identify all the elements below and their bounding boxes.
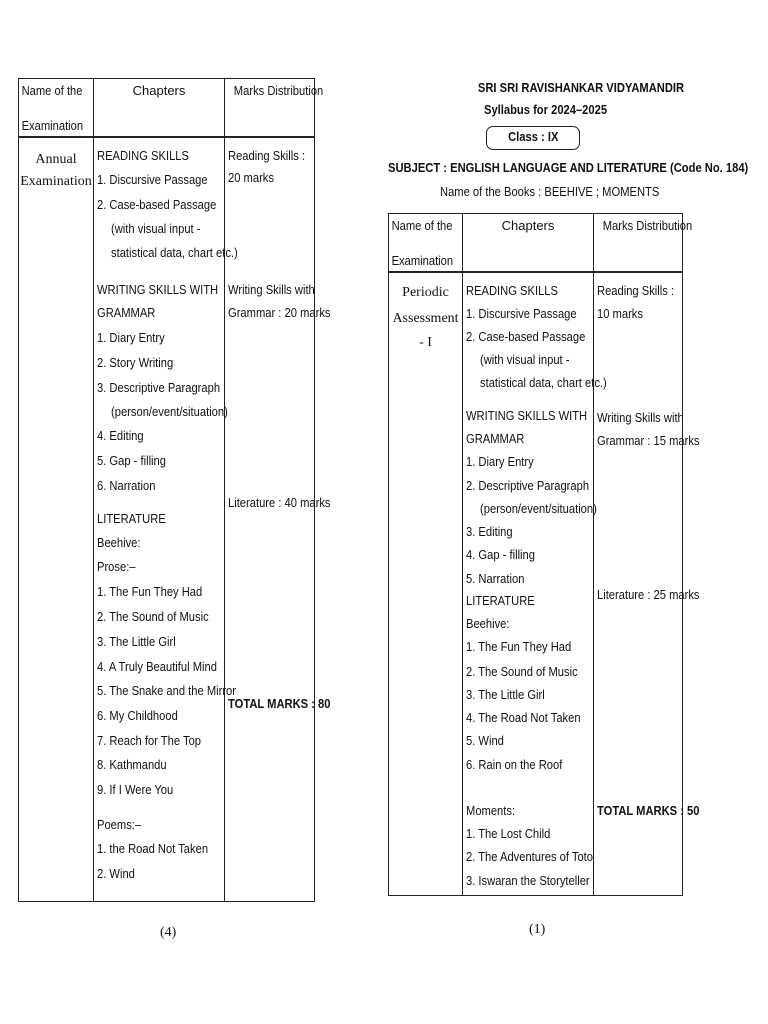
list-item: 1. The Lost Child	[466, 826, 551, 841]
marks-writing: Writing Skills with	[228, 282, 315, 297]
list-note: statistical data, chart etc.)	[111, 245, 238, 260]
chapters-cell	[94, 137, 238, 902]
list-item: 3. The Little Girl	[97, 634, 176, 649]
marks-reading: 10 marks	[597, 306, 643, 321]
school-name: SRI SRI RAVISHANKAR VIDYAMANDIR	[477, 80, 685, 95]
list-note: statistical data, chart etc.)	[480, 375, 607, 390]
beehive-label: Beehive:	[466, 616, 510, 631]
list-item: 6. Rain on the Roof	[466, 757, 563, 772]
header-chapters-label: Chapters	[501, 218, 555, 233]
marks-reading: Reading Skills :	[597, 283, 675, 298]
list-item: 3. Editing	[466, 524, 513, 539]
list-item: 6. Narration	[97, 478, 156, 493]
syllabus-year: Syllabus for 2024–2025	[484, 102, 608, 117]
list-item: 7. Reach for The Top	[97, 733, 202, 748]
list-item: 2. Case-based Passage	[97, 197, 217, 212]
exam-name-cell	[389, 272, 463, 896]
list-item: 2. The Adventures of Toto	[466, 849, 594, 864]
list-item: 4. The Road Not Taken	[466, 710, 581, 725]
list-item: 1. Discursive Passage	[466, 306, 577, 321]
class-badge	[486, 126, 580, 150]
marks-literature: Literature : 40 marks	[228, 495, 331, 510]
page-number: (4)	[160, 925, 177, 940]
syllabus-table-periodic	[388, 213, 700, 896]
list-item: 3. The Little Girl	[466, 687, 545, 702]
reading-heading: READING SKILLS	[97, 148, 189, 163]
header-marks	[225, 79, 324, 138]
writing-heading: GRAMMAR	[466, 431, 525, 446]
literature-heading: LITERATURE	[466, 593, 535, 608]
marks-total: TOTAL MARKS : 50	[597, 803, 700, 818]
list-note: (with visual input -	[480, 352, 570, 367]
header-marks	[594, 214, 693, 273]
syllabus-table-annual	[18, 78, 331, 902]
books-line: Name of the Books : BEEHIVE ; MOMENTS	[440, 184, 660, 199]
list-item: 1. the Road Not Taken	[97, 841, 209, 856]
list-note: (with visual input -	[111, 221, 201, 236]
marks-cell	[594, 272, 700, 896]
reading-heading: READING SKILLS	[466, 283, 558, 298]
list-item: 6. My Childhood	[97, 708, 178, 723]
marks-total: TOTAL MARKS : 80	[228, 696, 331, 711]
list-item: 5. The Snake and the Mirror	[97, 683, 236, 698]
header-line: Examination	[21, 118, 84, 133]
list-item: 4. Gap - filling	[466, 547, 535, 562]
list-item: 2. Case-based Passage	[466, 329, 586, 344]
header-chapters	[463, 214, 594, 273]
list-item: 4. A Truly Beautiful Mind	[97, 659, 217, 674]
writing-heading: WRITING SKILLS WITH	[97, 282, 219, 297]
poems-label: Poems:–	[97, 817, 142, 832]
list-item: 2. The Sound of Music	[466, 664, 578, 679]
class-label: Class : IX	[507, 129, 559, 144]
marks-writing: Grammar : 15 marks	[597, 433, 700, 448]
exam-name-cell	[19, 137, 94, 902]
header-name-of-exam	[19, 79, 94, 138]
marks-literature: Literature : 25 marks	[597, 587, 700, 602]
header-marks-label: Marks Distribution	[233, 83, 324, 98]
header-chapters	[94, 79, 225, 138]
exam-name-line: Examination	[20, 174, 92, 189]
prose-label: Prose:–	[97, 559, 136, 574]
right-page	[384, 0, 768, 1024]
marks-cell	[225, 137, 331, 902]
exam-name-line: Assessment - I	[392, 311, 459, 350]
writing-heading: WRITING SKILLS WITH	[466, 408, 588, 423]
header-line: Name of the	[21, 83, 83, 98]
header-line: Examination	[391, 253, 454, 268]
list-item: 1. Diary Entry	[466, 454, 534, 469]
list-item: 4. Editing	[97, 428, 144, 443]
list-item: 9. If I Were You	[97, 782, 174, 797]
marks-reading: Reading Skills :	[228, 148, 306, 163]
list-item: 2. The Sound of Music	[97, 609, 209, 624]
list-item: 2. Wind	[97, 866, 135, 881]
list-item: 1. The Fun They Had	[97, 584, 203, 599]
list-item: 2. Descriptive Paragraph	[466, 478, 590, 493]
list-item: 5. Wind	[466, 733, 504, 748]
marks-writing: Writing Skills with	[597, 410, 684, 425]
list-item: 3. Iswaran the Storyteller	[466, 873, 590, 888]
marks-reading: 20 marks	[228, 170, 274, 185]
moments-label: Moments:	[466, 803, 516, 818]
list-item: 5. Gap - filling	[97, 453, 166, 468]
list-item: 5. Narration	[466, 571, 525, 586]
exam-name-line: Periodic	[402, 285, 449, 300]
header-marks-label: Marks Distribution	[602, 218, 693, 233]
writing-heading: GRAMMAR	[97, 305, 156, 320]
subject-title: SUBJECT : ENGLISH LANGUAGE AND LITERATURE (Code No. 184)	[388, 160, 749, 175]
list-note: (person/event/situation)	[480, 501, 597, 516]
header-line: Name of the	[391, 218, 453, 233]
header-name-of-exam	[389, 214, 463, 273]
list-item: 1. The Fun They Had	[466, 639, 572, 654]
exam-name-line: Annual	[35, 152, 77, 167]
list-item: 2. Story Writing	[97, 355, 174, 370]
header-chapters-label: Chapters	[132, 83, 186, 98]
list-item: 1. Discursive Passage	[97, 172, 208, 187]
page-number: (1)	[529, 922, 546, 937]
list-item: 1. Diary Entry	[97, 330, 165, 345]
list-item: 8. Kathmandu	[97, 757, 167, 772]
list-item: 3. Descriptive Paragraph	[97, 380, 221, 395]
literature-heading: LITERATURE	[97, 511, 166, 526]
marks-writing: Grammar : 20 marks	[228, 305, 331, 320]
beehive-label: Beehive:	[97, 535, 141, 550]
list-note: (person/event/situation)	[111, 404, 228, 419]
chapters-cell	[463, 272, 607, 896]
